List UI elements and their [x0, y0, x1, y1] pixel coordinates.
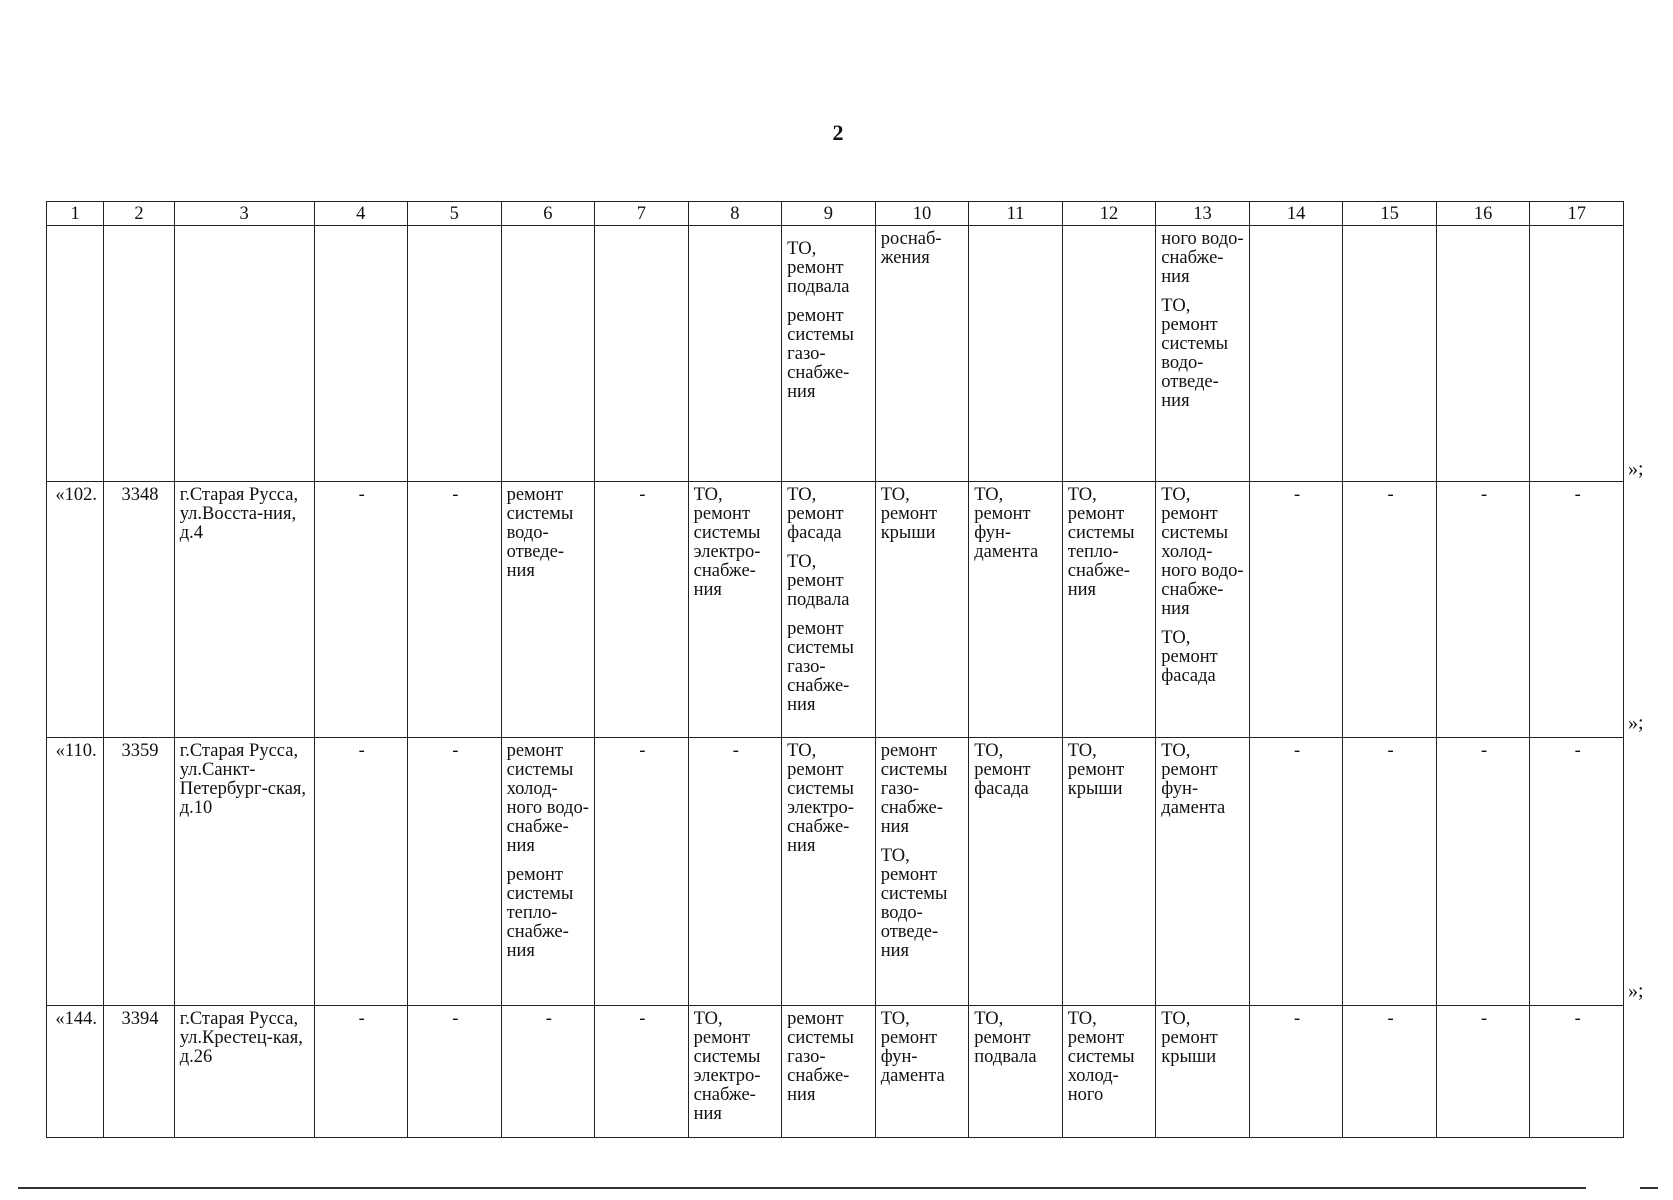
- work-item: ТО, ремонт системы электро-снабже-ния: [787, 741, 854, 856]
- work-cell: [688, 1006, 782, 1138]
- empty-mark: -: [1343, 738, 1437, 1006]
- work-item: ремонт системы водо-отведе-ния: [506, 485, 574, 581]
- empty-mark: -: [1343, 1006, 1437, 1138]
- work-cell: [875, 738, 969, 1006]
- closing-quote-mark: »;: [1628, 980, 1644, 1002]
- empty-mark: -: [595, 482, 689, 738]
- column-header: 12: [1062, 202, 1156, 226]
- empty-mark: -: [595, 1006, 689, 1138]
- work-item: ТО, ремонт подвала: [787, 552, 850, 610]
- empty-mark: -: [1343, 482, 1437, 738]
- empty-mark: -: [1530, 1006, 1624, 1138]
- work-item: ТО, ремонт фасада: [1161, 628, 1218, 686]
- work-cell: [501, 482, 595, 738]
- empty-mark: -: [1249, 1006, 1343, 1138]
- work-item: ремонт системы холод-ного водо-снабже-ния: [506, 741, 589, 856]
- work-item: ТО, ремонт крыши: [1067, 741, 1125, 799]
- column-header: 5: [408, 202, 502, 226]
- column-number-row: [47, 202, 1624, 226]
- empty-mark: -: [595, 738, 689, 1006]
- work-item: роснаб-жения: [880, 229, 942, 268]
- empty-mark: -: [1436, 1006, 1530, 1138]
- work-item: ТО, ремонт фун-дамента: [1161, 741, 1226, 818]
- table-row: [47, 1006, 1624, 1138]
- empty-mark: -: [688, 738, 782, 1006]
- work-cell: [1062, 1006, 1156, 1138]
- column-header: 14: [1249, 202, 1343, 226]
- work-cell: [875, 226, 969, 482]
- work-cell: [1156, 226, 1250, 482]
- empty-mark: -: [408, 738, 502, 1006]
- row-index: «102.: [47, 482, 104, 738]
- column-header: 10: [875, 202, 969, 226]
- column-header: 13: [1156, 202, 1250, 226]
- work-cell: [1156, 482, 1250, 738]
- work-item: ремонт системы тепло-снабже-ния: [506, 865, 574, 961]
- work-item: ТО, ремонт фун-дамента: [974, 485, 1039, 562]
- work-item: ТО, ремонт крыши: [1161, 1009, 1218, 1067]
- work-item: ТО, ремонт системы холод-ного водо-снабже-ния: [1161, 485, 1244, 619]
- work-item: ного водо-снабже-ния: [1161, 229, 1244, 287]
- work-cell: [875, 1006, 969, 1138]
- closing-quote-mark: »;: [1628, 712, 1644, 734]
- column-header: 3: [174, 202, 314, 226]
- column-header: 17: [1530, 202, 1624, 226]
- empty-mark: -: [1436, 738, 1530, 1006]
- empty-mark: -: [408, 482, 502, 738]
- column-header: 1: [47, 202, 104, 226]
- closing-quote-mark: »;: [1628, 458, 1644, 480]
- work-cell: [782, 482, 876, 738]
- column-header: 7: [595, 202, 689, 226]
- work-cell: [782, 226, 876, 482]
- column-header: 4: [314, 202, 408, 226]
- work-cell: [1062, 482, 1156, 738]
- empty-mark: -: [314, 738, 408, 1006]
- work-cell: [969, 1006, 1063, 1138]
- column-header: 6: [501, 202, 595, 226]
- page-number: 2: [832, 120, 844, 145]
- work-item: ТО, ремонт системы холод-ного: [1067, 1009, 1135, 1105]
- column-header: 9: [782, 202, 876, 226]
- empty-mark: -: [1530, 738, 1624, 1006]
- address: г.Старая Русса, ул.Крестец-кая, д.26: [174, 1006, 314, 1138]
- work-item: ремонт системы газо-снабже-ния: [787, 619, 854, 715]
- scan-edge-line: [18, 1187, 1586, 1189]
- scan-edge-line: [1640, 1187, 1658, 1189]
- column-header: 2: [104, 202, 174, 226]
- work-cell: [1062, 738, 1156, 1006]
- work-cell: [688, 482, 782, 738]
- column-header: 8: [688, 202, 782, 226]
- table-row: [47, 738, 1624, 1006]
- building-code: 3394: [104, 1006, 174, 1138]
- empty-mark: -: [314, 1006, 408, 1138]
- building-code: 3348: [104, 482, 174, 738]
- work-item: ремонт системы газо-снабже-ния: [787, 1009, 854, 1105]
- empty-mark: -: [1530, 482, 1624, 738]
- table-row: [47, 482, 1624, 738]
- work-item: ТО, ремонт подвала: [787, 239, 850, 297]
- work-cell: [1156, 738, 1250, 1006]
- work-item: ТО, ремонт системы водо-отведе-ния: [1161, 296, 1229, 411]
- work-item: ТО, ремонт системы водо-отведе-ния: [880, 846, 948, 961]
- column-header: 11: [969, 202, 1063, 226]
- work-item: ТО, ремонт крыши: [880, 485, 938, 543]
- work-item: ТО, ремонт фун-дамента: [880, 1009, 945, 1086]
- work-item: ТО, ремонт системы тепло-снабже-ния: [1067, 485, 1135, 600]
- work-cell: [969, 738, 1063, 1006]
- work-item: ТО, ремонт фасада: [974, 741, 1031, 799]
- work-item: ТО, ремонт подвала: [974, 1009, 1037, 1067]
- work-item: ремонт системы газо-снабже-ния: [880, 741, 948, 837]
- row-index: «144.: [47, 1006, 104, 1138]
- row-index: «110.: [47, 738, 104, 1006]
- empty-mark: -: [1436, 482, 1530, 738]
- work-item: ТО, ремонт фасада: [787, 485, 844, 543]
- repair-schedule-table: [46, 201, 1624, 1138]
- work-cell: [875, 482, 969, 738]
- work-cell: [969, 482, 1063, 738]
- empty-mark: -: [408, 1006, 502, 1138]
- continuation-row: [47, 226, 1624, 482]
- address: г.Старая Русса, ул.Санкт-Петербург-ская, д.10: [174, 738, 314, 1006]
- empty-mark: -: [314, 482, 408, 738]
- work-item: ТО, ремонт системы электро-снабже-ния: [693, 1009, 761, 1124]
- work-item: ТО, ремонт системы электро-снабже-ния: [693, 485, 761, 600]
- empty-mark: -: [501, 1006, 595, 1138]
- empty-mark: -: [1249, 738, 1343, 1006]
- work-cell: [501, 738, 595, 1006]
- column-header: 15: [1343, 202, 1437, 226]
- work-cell: [1156, 1006, 1250, 1138]
- address: г.Старая Русса, ул.Восста-ния, д.4: [174, 482, 314, 738]
- empty-mark: -: [1249, 482, 1343, 738]
- work-cell: [782, 1006, 876, 1138]
- building-code: 3359: [104, 738, 174, 1006]
- work-cell: [782, 738, 876, 1006]
- work-item: ремонт системы газо-снабже-ния: [787, 306, 854, 402]
- column-header: 16: [1436, 202, 1530, 226]
